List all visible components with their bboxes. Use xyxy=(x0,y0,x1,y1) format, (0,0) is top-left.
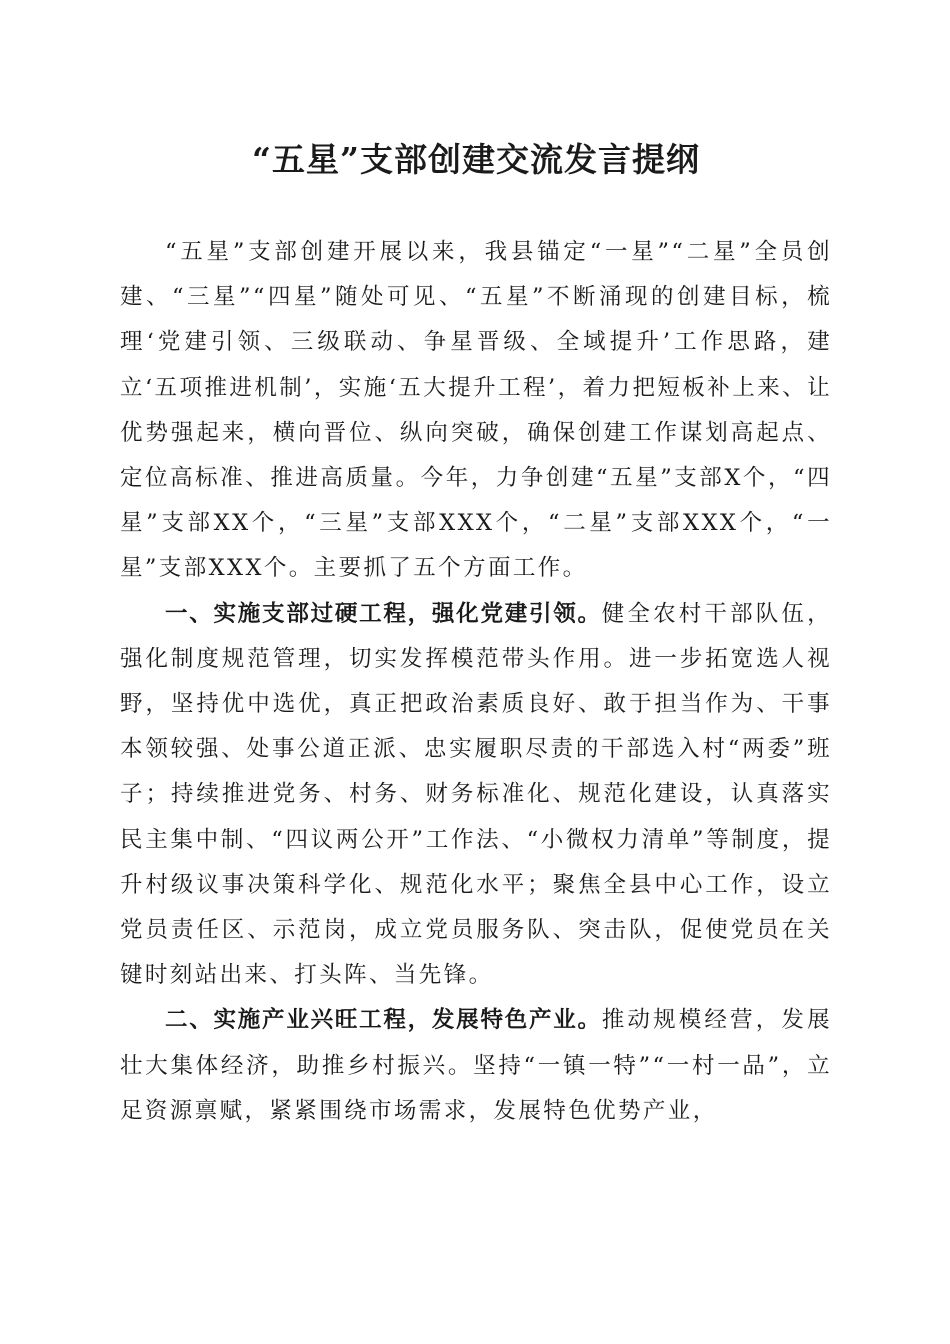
paragraph-intro xyxy=(120,230,832,592)
section-2-text: 推动规模经营，发展壮大集体经济，助推乡村振兴。坚持“一镇一特”“一村一品”，立足资源禀赋，紧紧围绕市场需求，发展特色优势产业， xyxy=(120,1007,832,1124)
section-1-heading: 一、实施支部过硬工程，强化党建引领。 xyxy=(165,600,602,627)
document-body xyxy=(120,230,832,1134)
paragraph-section-1 xyxy=(120,592,832,999)
paragraph-section-2 xyxy=(120,998,832,1134)
document-title: “五星”支部创建交流发言提纲 xyxy=(252,140,700,179)
section-2-heading: 二、实施产业兴旺工程，发展特色产业。 xyxy=(165,1007,602,1034)
paragraph-intro-text: “五星”支部创建开展以来，我县锚定“一星”“二星”全员创建、“三星”“四星”随处可见、“五星”不断涌现的创建目标，梳理‘党建引领、三级联动、争星晋级、全域提升’工作思路，建立‘五项推进机制’，实施‘五大提升工程’，着力把短板补上来、让优势强起来，横向晋位、纵向突破，确保创建工作谋划高起点、定位高标准、推进高质量。今年，力争创建“五星”支部X个，“四星”支部XX个，“三星”支部XXX个，“二星”支部XXX个，“一星”支部XXX个。主要抓了五个方面工作。 xyxy=(120,239,832,582)
section-1-text: 健全农村干部队伍，强化制度规范管理，切实发挥模范带头作用。进一步拓宽选人视野，坚持优中选优，真正把政治素质良好、敢于担当作为、干事本领较强、处事公道正派、忠实履职尽责的干部选入村“两委”班子；持续推进党务、村务、财务标准化、规范化建设，认真落实民主集中制、“四议两公开”工作法、“小微权力清单”等制度，提升村级议事决策科学化、规范化水平；聚焦全县中心工作，设立党员责任区、示范岗，成立党员服务队、突击队，促使党员在关键时刻站出来、打头阵、当先锋。 xyxy=(120,600,832,989)
